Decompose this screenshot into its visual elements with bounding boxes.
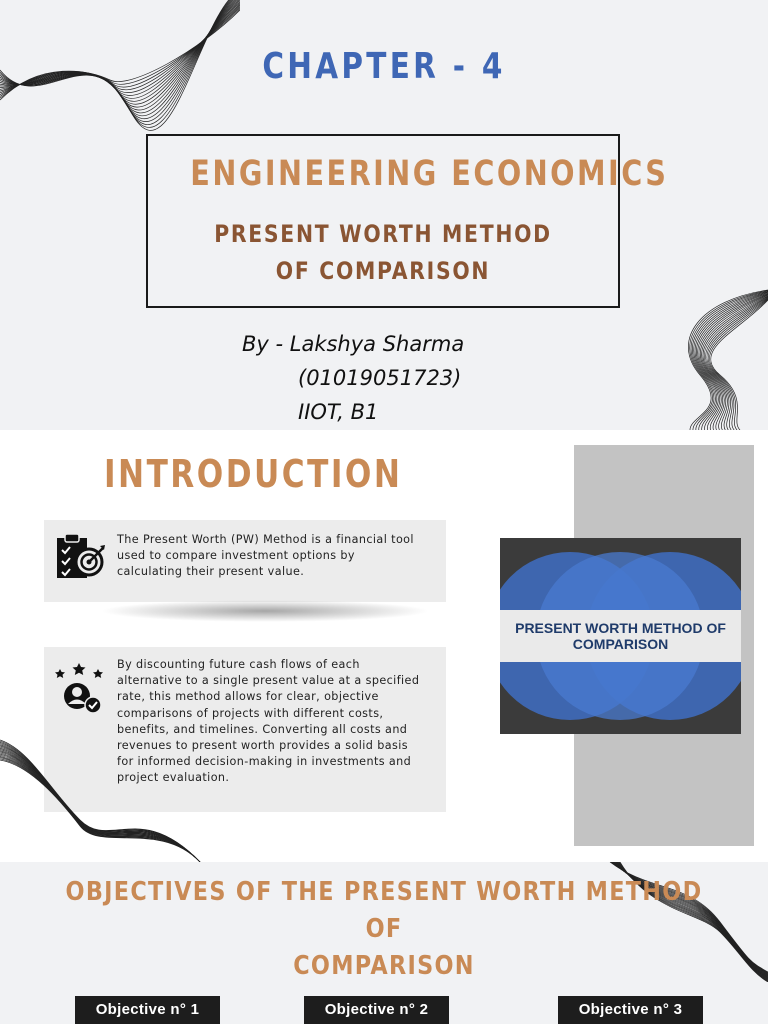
document-title: ENGINEERING ECONOMICS: [190, 154, 669, 194]
section-heading: INTRODUCTION: [104, 452, 403, 496]
author-name: By - Lakshya Sharma: [242, 332, 465, 356]
user-rating-check-icon: [54, 661, 104, 715]
objective-3-button[interactable]: Objective n° 3: [558, 996, 703, 1024]
introduction-section: [0, 430, 768, 862]
wave-lines-decoration: [0, 730, 210, 862]
author-class: IIOT, B1: [298, 400, 379, 424]
thumbnail-caption-band: [500, 610, 741, 662]
section-heading: [54, 874, 714, 985]
presentation-thumbnail: [500, 538, 741, 734]
thumbnail-caption: COMPARISON: [572, 636, 669, 652]
document-subtitle: [183, 216, 583, 290]
objectives-section: [0, 862, 768, 1024]
chapter-heading: CHAPTER - 4: [262, 46, 506, 87]
card-shadow: [100, 600, 430, 622]
card-text: By discounting future cash flows of each alternative to a single present value at a specified rate, this method allows for clear, objective comparisons of projects with different costs, benefits, and timelines. Converting all costs and revenues to present worth provides a solid basis for informed decision-making in investments and project evaluation.: [117, 658, 420, 785]
subtitle-line: PRESENT WORTH METHOD: [214, 220, 552, 248]
thumbnail-caption: PRESENT WORTH METHOD OF: [515, 620, 726, 636]
author-id: (01019051723): [298, 366, 462, 390]
cover-section: [0, 0, 768, 430]
intro-card: [44, 520, 446, 602]
objective-1-button[interactable]: Objective n° 1: [75, 996, 220, 1024]
title-frame: [146, 134, 669, 308]
wave-lines-decoration: [660, 280, 768, 430]
heading-line: COMPARISON: [293, 951, 475, 981]
checklist-target-icon: [54, 530, 106, 584]
card-text: The Present Worth (PW) Method is a financial tool used to compare investment options by calculating their present value.: [117, 533, 414, 579]
objective-2-button[interactable]: Objective n° 2: [304, 996, 449, 1024]
heading-line: OBJECTIVES OF THE PRESENT WORTH METHOD OF: [65, 877, 703, 944]
subtitle-line: OF COMPARISON: [275, 257, 491, 285]
